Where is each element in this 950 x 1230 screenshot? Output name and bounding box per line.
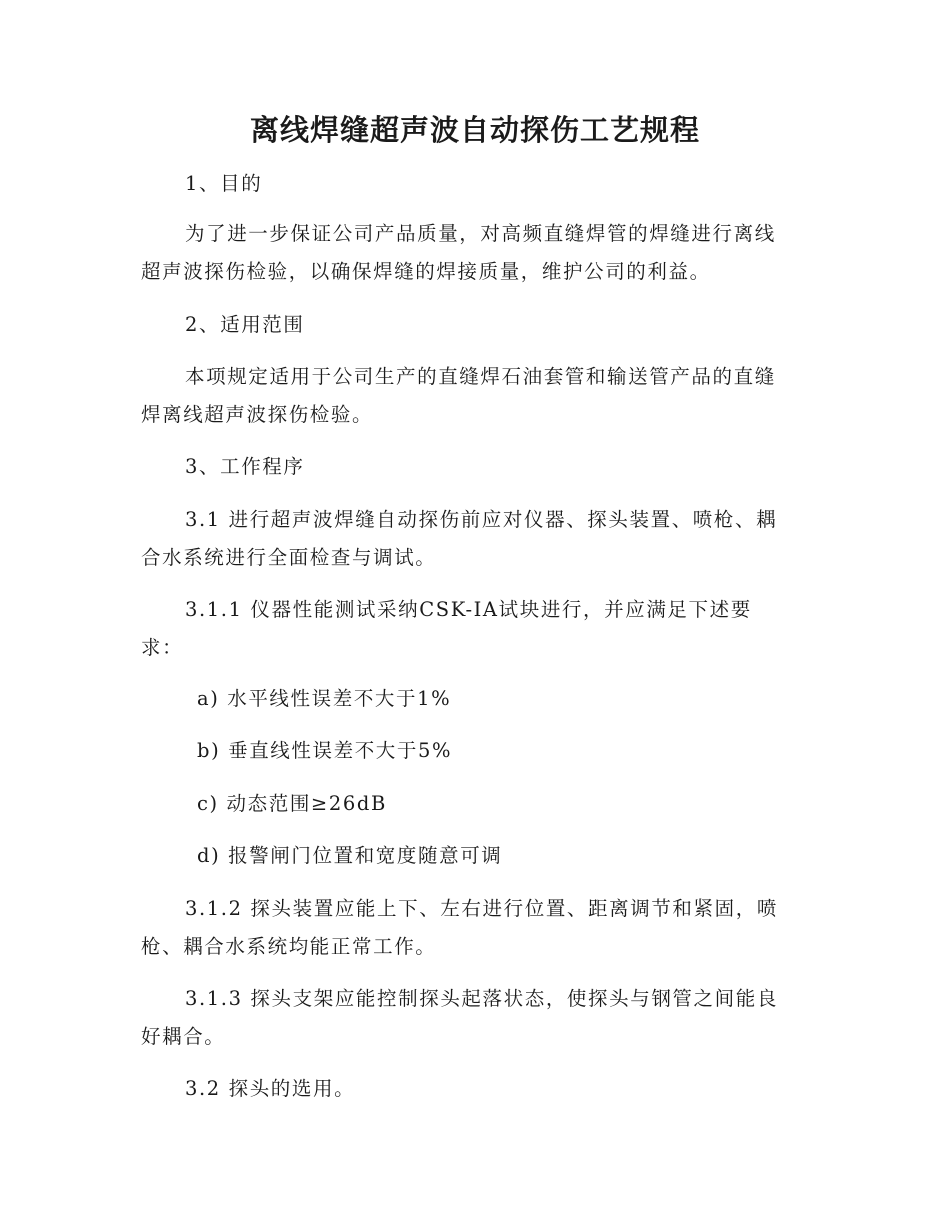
text-line: 3.2 探头的选用。: [185, 1077, 356, 1100]
list-item-d: [141, 837, 801, 875]
section-heading-procedure: [141, 448, 801, 486]
text-line: 1、目的: [185, 172, 263, 195]
text-line: 3.1.2 探头装置应能上下、左右进行位置、距离调节和紧固，喷: [185, 897, 778, 920]
document-title: 离线焊缝超声波自动探伤工艺规程: [249, 113, 700, 147]
text-line: 为了进一步保证公司产品质量，对高频直缝焊管的焊缝进行离线: [185, 222, 776, 245]
text-line: 好耦合。: [141, 1025, 226, 1048]
paragraph-purpose: [141, 215, 801, 291]
text-line: 合水系统进行全面检查与调试。: [141, 546, 437, 569]
text-line: 3.1 进行超声波焊缝自动探伤前应对仪器、探头装置、喷枪、耦: [185, 508, 778, 531]
paragraph-3-1: [141, 501, 801, 577]
text-line: 2、适用范围: [185, 313, 305, 336]
paragraph-scope: [141, 358, 801, 434]
text-line: c) 动态范围≥26dB: [197, 792, 387, 815]
text-line: 焊离线超声波探伤检验。: [141, 403, 374, 426]
text-line: 3、工作程序: [185, 455, 305, 478]
paragraph-3-1-3: [141, 980, 801, 1056]
section-heading-purpose: [141, 165, 801, 203]
text-line: a) 水平线性误差不大于1%: [197, 687, 452, 710]
text-line: 枪、耦合水系统均能正常工作。: [141, 935, 437, 958]
section-heading-scope: [141, 306, 801, 344]
text-line: 本项规定适用于公司生产的直缝焊石油套管和输送管产品的直缝: [185, 365, 776, 388]
list-item-a: [141, 680, 801, 718]
text-line: 求：: [141, 636, 184, 659]
paragraph-3-2: [141, 1070, 801, 1108]
list-item-c: [141, 785, 801, 823]
paragraph-3-1-2: [141, 890, 801, 966]
text-line: d) 报警闸门位置和宽度随意可调: [197, 844, 503, 867]
paragraph-3-1-1: [141, 591, 801, 667]
text-line: 超声波探伤检验，以确保焊缝的焊接质量，维护公司的利益。: [141, 260, 711, 283]
text-line: 3.1.3 探头支架应能控制探头起落状态，使探头与钢管之间能良: [185, 987, 778, 1010]
list-item-b: [141, 732, 801, 770]
text-line: 3.1.1 仪器性能测试采纳CSK-ⅠA试块进行，并应满足下述要: [185, 598, 752, 621]
text-line: b) 垂直线性误差不大于5%: [197, 739, 453, 762]
